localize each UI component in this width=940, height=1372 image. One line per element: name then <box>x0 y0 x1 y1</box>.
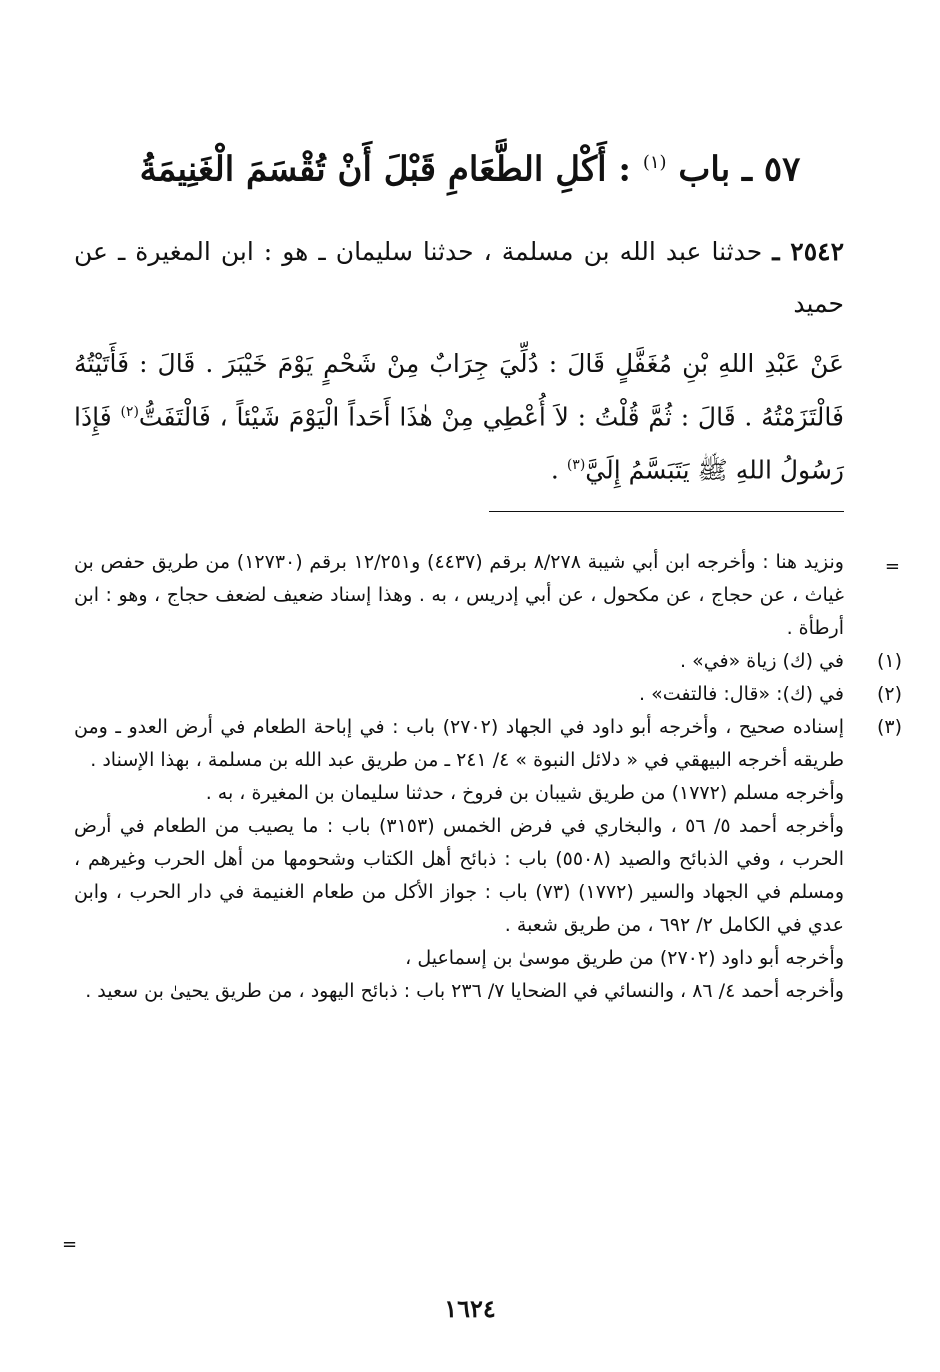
footnote-continuation-text: ونزيد هنا : وأخرجه ابن أبي شيبة ٨/٢٧٨ برقم (٤٤٣٧) و١٢/٢٥١ برقم (١٢٧٣٠) من طريق حفص بن غياث ، عن حجاج ، عن مكحول ، عن أبي إدريس ، به . وهذا إسناد ضعيف لضعف حجاج ، وهو : ابن أرطأة . <box>74 551 844 639</box>
footnote-3-para-1: إسناده صحيح ، وأخرجه أبو داود في الجهاد (٢٧٠٢) باب : في إباحة الطعام في أرض العدو ـ ومن طريقه أخرجه البيهقي في « دلائل النبوة » ٤/ ٢٤١ ـ من طريق عبد الله بن مسلمة ، بهذا الإسناد . <box>74 716 844 771</box>
continuation-marker: = <box>884 556 900 577</box>
footnote-1-text: في (ك) زياة «في» . <box>680 650 844 672</box>
isnad-text: حدثنا عبد الله بن مسلمة ، حدثنا سليمان ـ هو : ابن المغيرة ـ عن حميد <box>74 237 844 318</box>
chapter-footnote-ref: (١) <box>642 152 667 173</box>
page-number: ١٦٢٤ <box>444 1294 496 1323</box>
footnote-3-marker: (٣) <box>876 716 902 738</box>
chapter-title <box>120 140 820 192</box>
matn-text-2: فَإِذَا رَسُولُ اللهِ ﷺ يَتَبَسَّمُ إِلَيَّ <box>74 402 844 485</box>
chapter-title-text: : أَكْلِ الطَّعَامِ قَبْلَ أَنْ تُقْسَمَ الْغَنِيمَةُ <box>139 149 631 190</box>
chapter-title-number: ٥٧ ـ باب <box>678 149 801 190</box>
continues-marker: = <box>62 1234 78 1255</box>
matn-end: . <box>550 455 559 485</box>
footnote-1 <box>74 645 902 678</box>
matn-text-1: عَنْ عَبْدِ اللهِ بْنِ مُغَفَّلٍ قَالَ : دُلِّيَ جِرَابٌ مِنْ شَحْمٍ يَوْمَ خَيْبَرَ . قَالَ : فَأَتَيْتُهُ فَالْتَزَمْتُهُ . قَالَ : ثُمَّ قُلْتُ : لاَ أُعْطِي مِنْ هٰذَا أَحَداً الْيَوْمَ شَيْئاً ، فَالْتَفَتُّ <box>74 349 844 432</box>
footnote-2 <box>74 678 902 711</box>
footnote-separator <box>489 511 844 512</box>
footnote-continuation <box>74 546 844 645</box>
matn-footnote-ref-3: (٣) <box>566 457 586 474</box>
footnote-3-para-3: وأخرجه أحمد ٥/ ٥٦ ، والبخاري في فرض الخمس (٣١٥٣) باب : ما يصيب من الطعام في أرض الحرب ، وفي الذبائح والصيد (٥٥٠٨) باب : ذبائح أهل الكتاب وشحومها من أهل الحرب وغيرهم ، ومسلم في الجهاد والسير (١٧٧٢) (٧٣) باب : جواز الأكل من طعام الغنيمة في دار الحرب ، وابن عدي في الكامل ٢/ ٦٩٢ ، من طريق شعبة . <box>74 815 844 936</box>
footnote-3-para-5: وأخرجه أحمد ٤/ ٨٦ ، والنسائي في الضحايا ٧/ ٢٣٦ باب : ذبائح اليهود ، من طريق يحيىٰ بن سعيد . <box>85 980 844 1002</box>
footnote-3 <box>74 711 902 1008</box>
footnote-1-marker: (١) <box>876 650 902 672</box>
footnote-2-marker: (٢) <box>876 683 902 705</box>
footnote-3-para-4: وأخرجه أبو داود (٢٧٠٢) من طريق موسىٰ بن إسماعيل ، <box>405 947 844 969</box>
footnotes <box>74 546 902 1008</box>
hadith-isnad <box>74 226 844 330</box>
hadith-matn <box>74 340 844 495</box>
matn-footnote-ref-2: (٢) <box>120 404 139 420</box>
hadith-number: ٢٥٤٢ ـ <box>772 237 845 266</box>
footnote-2-text: في (ك): «قال: فالتفت» . <box>639 683 844 705</box>
footnote-3-para-2: وأخرجه مسلم (١٧٧٢) من طريق شيبان بن فروخ ، حدثنا سليمان بن المغيرة ، به . <box>205 782 844 804</box>
